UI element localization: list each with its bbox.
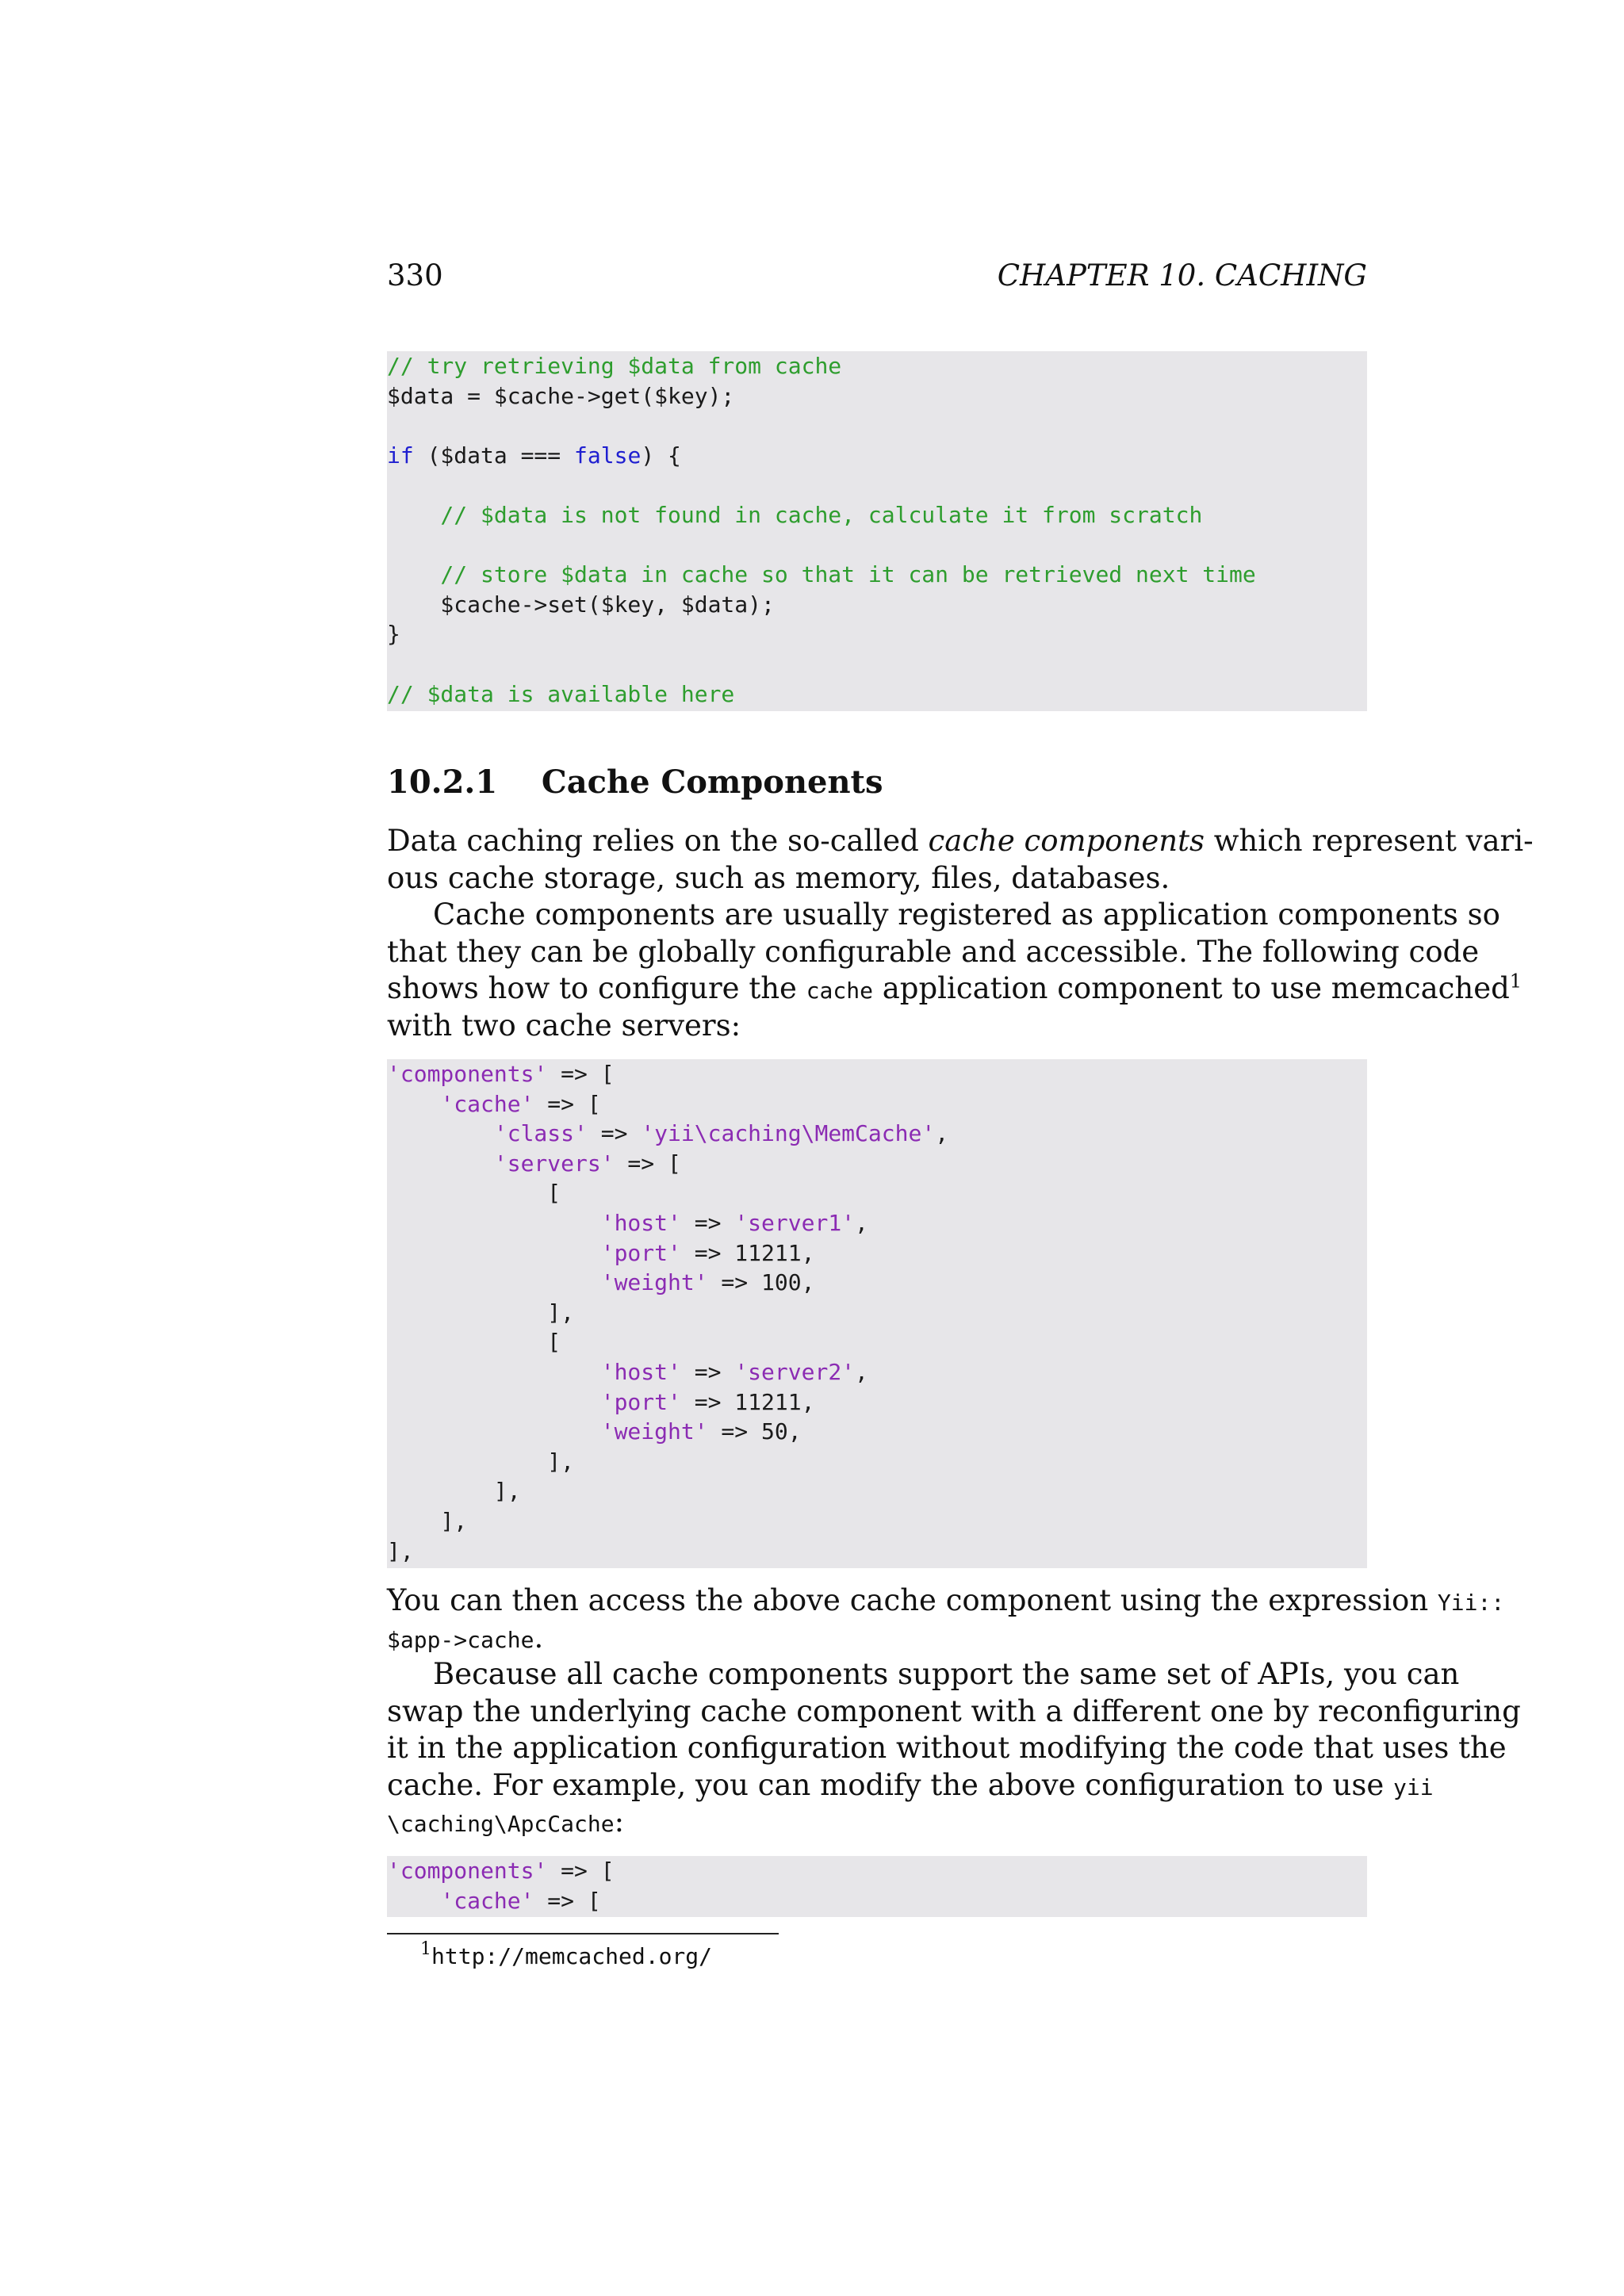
code-line: 'cache' => [ bbox=[440, 1887, 601, 1914]
code-line: 'class' => 'yii\caching\MemCache', bbox=[493, 1120, 949, 1147]
code-line: [ bbox=[547, 1180, 561, 1207]
code-line: ], bbox=[547, 1299, 575, 1326]
code-line: 'port' => 11211, bbox=[600, 1239, 815, 1266]
code-line: // $data is not found in cache, calculate it from scratch bbox=[387, 502, 1203, 528]
code-line: [ bbox=[547, 1329, 561, 1356]
code-line: $cache->set($key, $data); bbox=[387, 591, 775, 618]
section-title: Cache Components bbox=[541, 763, 883, 801]
section-number: 10.2.1 bbox=[387, 763, 498, 801]
code-block-cache-get bbox=[387, 351, 1367, 711]
code-line: 'host' => 'server1', bbox=[600, 1210, 868, 1236]
code-line: 'weight' => 50, bbox=[600, 1418, 802, 1445]
footnote-ref: 1 bbox=[1509, 970, 1522, 993]
page-number: 330 bbox=[387, 258, 443, 293]
inline-code: $app->cache bbox=[387, 1626, 534, 1653]
code-line: 'port' => 11211, bbox=[600, 1388, 815, 1415]
paragraph: Cache components are usually registered as application components so that they can be globally configurable and accessible. The following code shows how to configure the cache application component to use memcached$^1$ with two cache servers: bbox=[387, 897, 1522, 1043]
code-line: ], bbox=[493, 1478, 521, 1505]
page bbox=[387, 0, 1534, 2296]
code-line: 'components' => [ bbox=[387, 1061, 615, 1087]
inline-code: yii bbox=[1393, 1774, 1434, 1800]
code-line: // store $data in cache so that it can be retrieved next time bbox=[387, 561, 1256, 588]
paragraph: Data caching relies on the so-called cache components which represent vari- ous cache storage, such as memory, files, databases. bbox=[387, 824, 1534, 895]
code-line: 'host' => 'server2', bbox=[600, 1359, 868, 1385]
footnote-link[interactable]: http://memcached.org/ bbox=[431, 1943, 713, 1969]
code-line: // $data is available here bbox=[387, 680, 735, 707]
code-line: if ($data === false) { bbox=[387, 442, 681, 469]
section-heading bbox=[387, 763, 883, 801]
code-block-apccache-config bbox=[387, 1856, 1367, 1917]
paragraph: Because all cache components support the same set of APIs, you can swap the underlying cache component with a different one by reconfiguring it in the application configuration without modifying the code that uses the cache. For example, you can modify the above configuration to use yii \caching\ApcCache: bbox=[387, 1657, 1521, 1839]
code-line: ], bbox=[547, 1448, 575, 1475]
code-line: 'components' => [ bbox=[387, 1858, 615, 1884]
paragraph: You can then access the above cache component using the expression Yii:: $app->cache. bbox=[387, 1583, 1505, 1655]
footnote-mark: 1 bbox=[420, 1939, 431, 1959]
chapter-title: CHAPTER 10. CACHING bbox=[997, 258, 1367, 293]
running-header bbox=[387, 258, 1367, 297]
code-line: // try retrieving $data from cache bbox=[387, 353, 842, 379]
inline-code: cache bbox=[806, 978, 873, 1004]
inline-code: Yii:: bbox=[1437, 1590, 1505, 1616]
footnote bbox=[420, 1939, 712, 1969]
code-line: ], bbox=[387, 1537, 414, 1564]
code-line: 'servers' => [ bbox=[493, 1150, 681, 1177]
code-block-memcache-config bbox=[387, 1059, 1367, 1568]
code-line: 'weight' => 100, bbox=[600, 1269, 815, 1296]
code-line: } bbox=[387, 621, 400, 648]
code-line: 'cache' => [ bbox=[440, 1090, 601, 1117]
inline-code: \caching\ApcCache bbox=[387, 1811, 615, 1837]
footnote-rule bbox=[387, 1933, 779, 1934]
code-line: $data = $cache->get($key); bbox=[387, 382, 735, 409]
code-line: ], bbox=[440, 1508, 468, 1534]
